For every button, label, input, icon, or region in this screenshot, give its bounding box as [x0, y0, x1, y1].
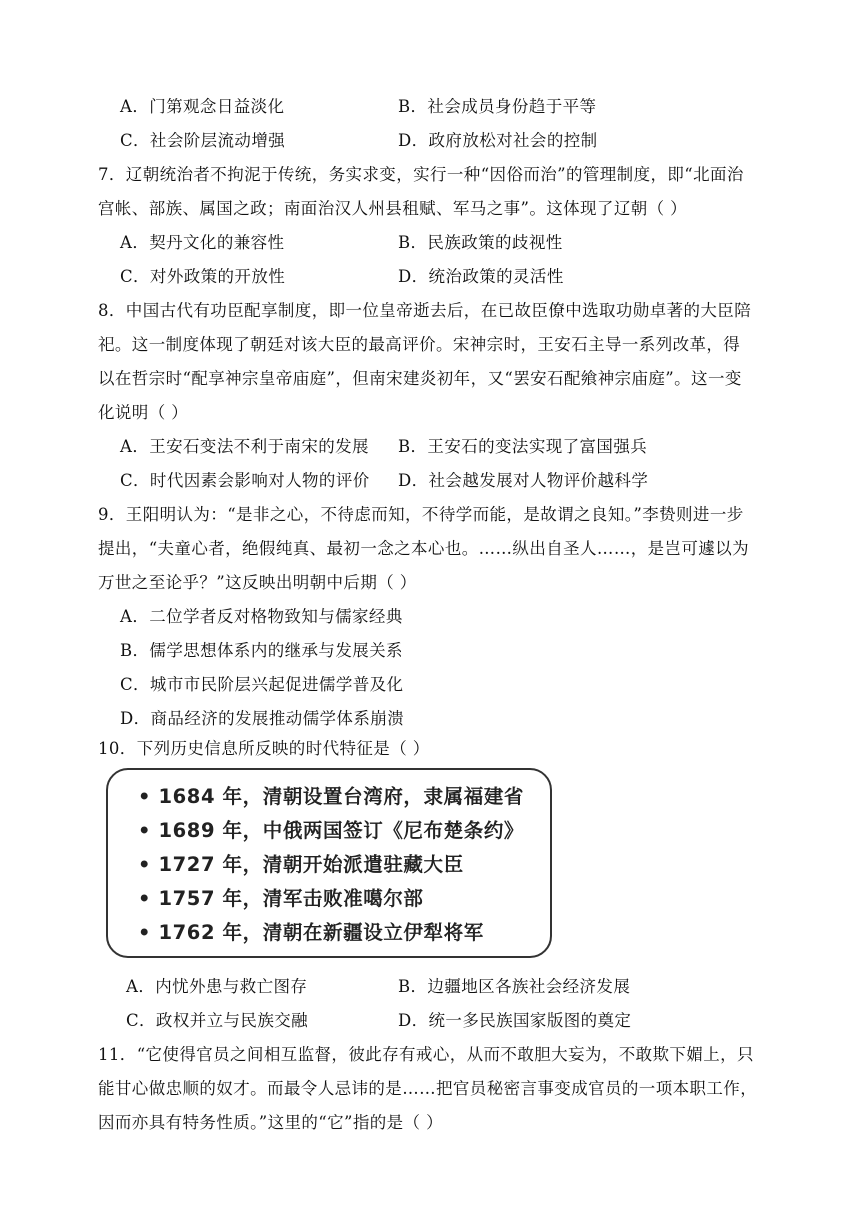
- q9-option-a: A．二位学者反对格物致知与儒家经典: [120, 607, 403, 626]
- info-item-1689: • 1689 年，中俄两国签订《尼布楚条约》: [138, 819, 525, 842]
- q8-option-c: C．时代因素会影响对人物的评价: [120, 471, 370, 490]
- q7-option-d: D．统治政策的灵活性: [398, 267, 564, 286]
- q6-option-d: D．政府放松对社会的控制: [398, 131, 598, 150]
- q6-option-b: B．社会成员身份趋于平等: [398, 97, 597, 116]
- q10-stem-line-1: 10．下列历史信息所反映的时代特征是（ ）: [98, 739, 430, 758]
- q8-stem-line-2: 祀。这一制度体现了朝廷对该大臣的最高评价。宋神宗时，王安石主导一系列改革，得: [98, 335, 741, 354]
- info-item-1762: • 1762 年，清朝在新疆设立伊犁将军: [138, 921, 484, 944]
- q7-stem-line-2: 宫帐、部族、属国之政；南面治汉人州县租赋、军马之事”。这体现了辽朝（ ）: [98, 199, 688, 218]
- q7-option-c: C．对外政策的开放性: [120, 267, 286, 286]
- q6-option-a: A．门第观念日益淡化: [120, 97, 285, 116]
- q9-option-c: C．城市市民阶层兴起促进儒学普及化: [120, 675, 404, 694]
- q9-option-b: B．儒学思想体系内的继承与发展关系: [120, 641, 403, 660]
- q10-option-b: B．边疆地区各族社会经济发展: [398, 977, 631, 996]
- q7-option-a: A．契丹文化的兼容性: [120, 233, 285, 252]
- info-item-1757: • 1757 年，清军击败准噶尔部: [138, 887, 424, 910]
- q9-stem-line-3: 万世之至论乎？”这反映出明朝中后期（ ）: [98, 573, 417, 592]
- q8-option-d: D．社会越发展对人物评价越科学: [398, 471, 649, 490]
- q8-option-b: B．王安石的变法实现了富国强兵: [398, 437, 648, 456]
- q11-stem-line-1: 11．“它使得官员之间相互监督，彼此存有戒心，从而不敢胆大妄为，不敢欺下媚上，只: [98, 1045, 754, 1064]
- q8-stem-line-1: 8．中国古代有功臣配享制度，即一位皇帝逝去后，在已故臣僚中选取功勋卓著的大臣陪: [98, 301, 752, 320]
- q10-option-c: C．政权并立与民族交融: [126, 1011, 309, 1030]
- info-item-1727: • 1727 年，清朝开始派遣驻藏大臣: [138, 853, 464, 876]
- info-item-1684: • 1684 年，清朝设置台湾府，隶属福建省: [138, 785, 525, 808]
- q10-option-d: D．统一多民族国家版图的奠定: [398, 1011, 632, 1030]
- q6-option-c: C．社会阶层流动增强: [120, 131, 286, 150]
- q9-option-d: D．商品经济的发展推动儒学体系崩溃: [120, 709, 405, 728]
- q7-stem-line-1: 7．辽朝统治者不拘泥于传统，务实求变，实行一种“因俗而治”的管理制度，即“北面治: [98, 165, 744, 184]
- q7-option-b: B．民族政策的歧视性: [398, 233, 563, 252]
- history-info-box: [106, 768, 552, 958]
- q11-stem-line-3: 因而亦具有特务性质。”这里的“它”指的是（ ）: [98, 1113, 444, 1132]
- q8-stem-line-3: 以在哲宗时“配享神宗皇帝庙庭”，但南宋建炎初年，又“罢安石配飨神宗庙庭”。这一变: [98, 369, 742, 388]
- q11-stem-line-2: 能甘心做忠顺的奴才。而最令人忌讳的是……把官员秘密言事变成官员的一项本职工作，: [98, 1079, 758, 1098]
- q8-stem-line-4: 化说明（ ）: [98, 403, 189, 422]
- q10-option-a: A．内忧外患与救亡图存: [126, 977, 308, 996]
- q9-stem-line-1: 9．王阳明认为：“是非之心，不待虑而知，不待学而能，是故谓之良知。”李贽则进一步: [98, 505, 744, 524]
- q9-stem-line-2: 提出，“夫童心者，绝假纯真、最初一念之本心也。……纵出自圣人……，是岂可遽以为: [98, 539, 750, 558]
- q8-option-a: A．王安石变法不利于南宋的发展: [120, 437, 369, 456]
